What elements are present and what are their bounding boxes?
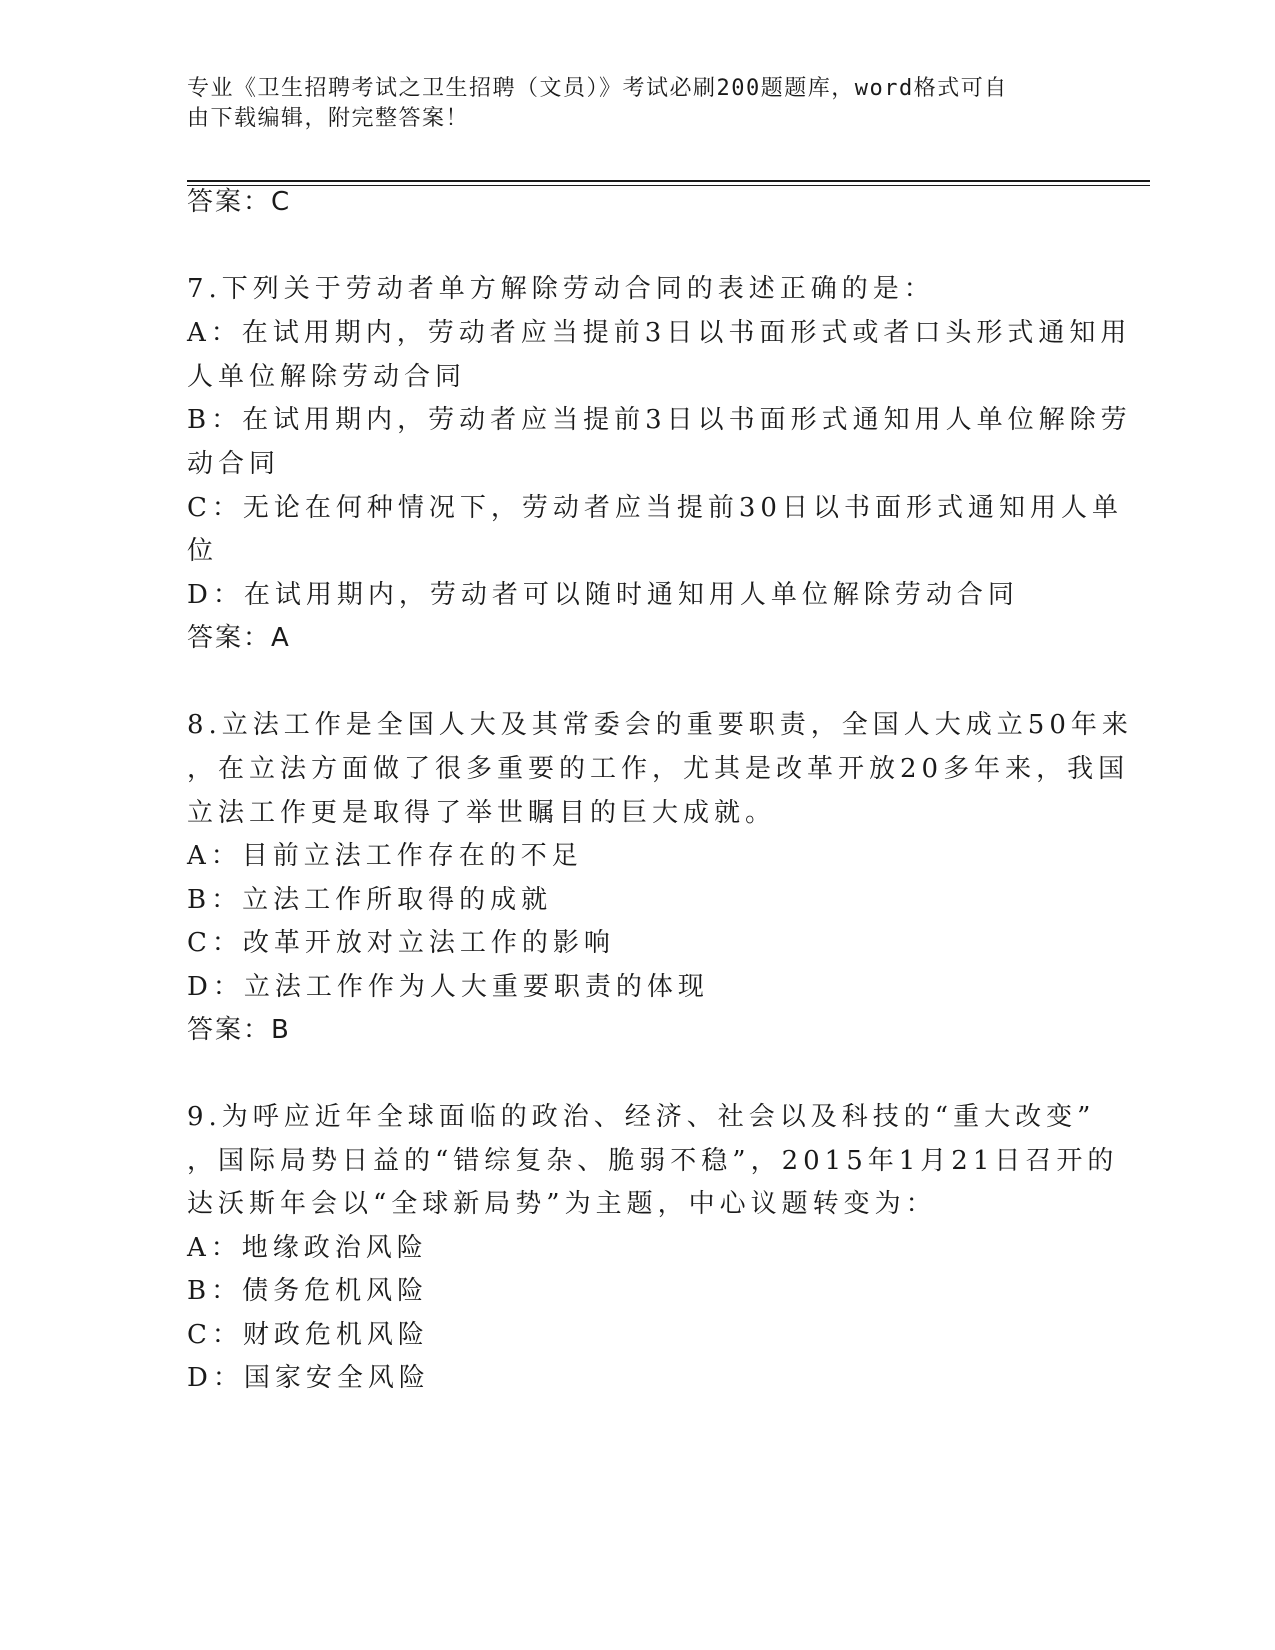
q7-answer: 答案：A [187, 623, 291, 653]
q7-option-c-line2: 位 [187, 536, 219, 566]
q7-option-c-line1: C：无论在何种情况下，劳动者应当提前30日以书面形式通知用人单 [187, 493, 1123, 523]
header-rule-thin [187, 185, 1150, 186]
q8-option-d: D：立法工作作为人大重要职责的体现 [187, 972, 709, 1002]
q7-option-a-line1: A：在试用期内，劳动者应当提前3日以书面形式或者口头形式通知用 [187, 318, 1132, 348]
q7-option-b-line2: 动合同 [187, 449, 281, 479]
q9-stem-line2: ，国际局势日益的“错综复杂、脆弱不稳”，2015年1月21日召开的 [187, 1146, 1119, 1176]
header-line-1: 专业《卫生招聘考试之卫生招聘（文员）》考试必刷200题题库，word格式可自 [187, 76, 1008, 101]
q9-stem-line1: 9.为呼应近年全球面临的政治、经济、社会以及科技的“重大改变” [187, 1102, 1096, 1132]
q9-option-d: D：国家安全风险 [187, 1363, 430, 1393]
q8-option-c: C：改革开放对立法工作的影响 [187, 928, 615, 958]
q9-stem-line3: 达沃斯年会以“全球新局势”为主题，中心议题转变为： [187, 1189, 937, 1219]
q9-option-c: C：财政危机风险 [187, 1320, 429, 1350]
document-header [187, 74, 1067, 134]
q8-stem-line3: 立法工作更是取得了举世瞩目的巨大成就。 [187, 798, 777, 828]
prev-answer: 答案：C [187, 187, 292, 217]
q9-option-a: A：地缘政治风险 [187, 1233, 428, 1263]
q7-option-d: D：在试用期内，劳动者可以随时通知用人单位解除劳动合同 [187, 580, 1019, 610]
q7-option-a-line2: 人单位解除劳动合同 [187, 362, 467, 392]
q9-option-b: B：债务危机风险 [187, 1276, 429, 1306]
header-rule-thick [187, 180, 1150, 182]
q8-option-a: A：目前立法工作存在的不足 [187, 841, 583, 871]
q8-option-b: B：立法工作所取得的成就 [187, 885, 553, 915]
q8-answer: 答案：B [187, 1015, 291, 1045]
q8-stem-line2: ，在立法方面做了很多重要的工作，尤其是改革开放20多年来，我国 [187, 754, 1130, 784]
q7-stem: 7.下列关于劳动者单方解除劳动合同的表述正确的是： [187, 274, 935, 304]
header-line-2: 由下载编辑，附完整答案！ [187, 106, 470, 131]
q7-option-b-line1: B：在试用期内，劳动者应当提前3日以书面形式通知用人单位解除劳 [187, 405, 1132, 435]
q8-stem-line1: 8.立法工作是全国人大及其常委会的重要职责，全国人大成立50年来 [187, 710, 1133, 740]
